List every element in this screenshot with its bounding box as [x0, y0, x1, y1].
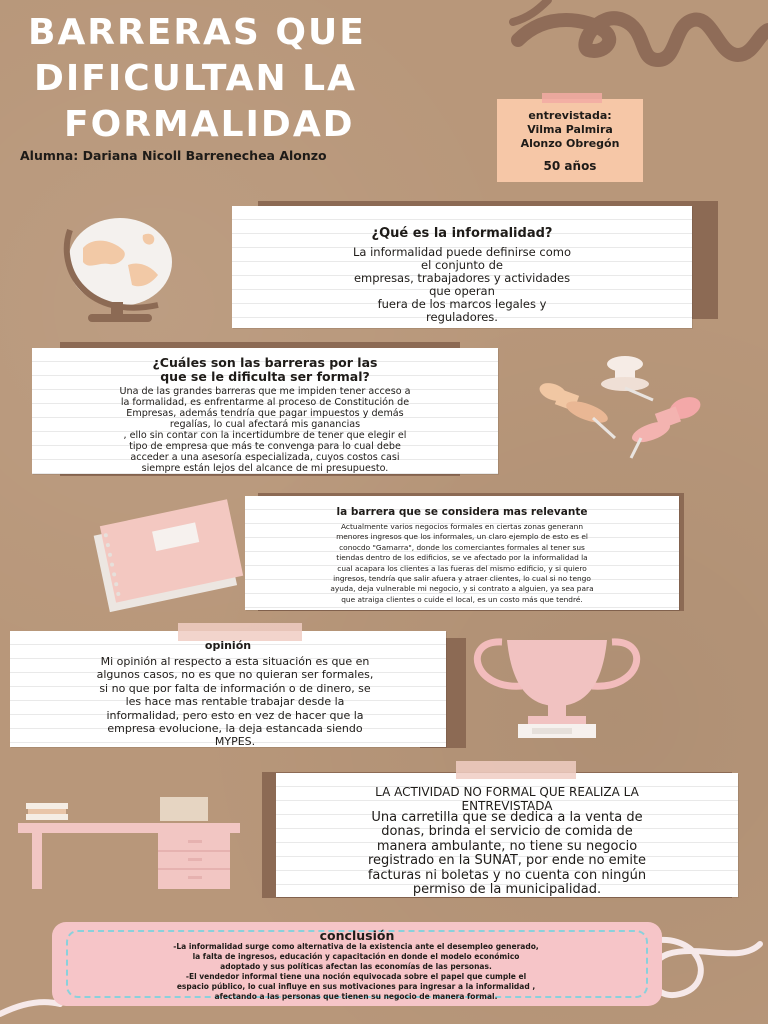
text-line: donas, brinda el servicio de comida de — [381, 824, 633, 840]
text-line: afectando a las personas que tienen su negocio de manera formal. — [214, 992, 498, 1001]
section-barriers-card — [32, 348, 498, 474]
section-relevant-text — [251, 522, 673, 605]
text-line: la falta de ingresos, educación y capacitación en donde el modelo económico — [192, 952, 520, 961]
text-line: empresa evolucione, la deja estancada siendo — [107, 722, 363, 736]
text-line: les hace mas rentable trabajar desde la — [125, 695, 345, 709]
page-title-line-2: DIFICULTAN LA — [34, 58, 357, 99]
section-activity-card — [276, 773, 738, 897]
student-name: Alumna: Dariana Nicoll Barrenechea Alonzo — [20, 148, 327, 163]
section-informality-title: ¿Qué es la informalidad? — [371, 226, 553, 241]
text-line: Actualmente varios negocios formales en ciertas zonas generann — [340, 522, 584, 531]
conclusion-text — [86, 942, 626, 1002]
text-line: registrado en la SUNAT, por ende no emite — [367, 853, 647, 869]
text-line: manera ambulante, no tiene su negocio — [376, 838, 638, 854]
text-line: algunos casos, no es que no quieran ser formales, — [96, 668, 374, 682]
section-activity-text — [286, 811, 728, 897]
text-line: si no que por falta de información o de dinero, se — [99, 681, 371, 695]
text-line: empresas, trabajadores y actividades — [353, 271, 571, 285]
text-line: , ello sin contar con la incertidumbre de tener que elegir el — [123, 430, 407, 441]
interviewee-age: 50 años — [543, 159, 597, 173]
section-opinion-title: opinión — [204, 639, 252, 652]
tape — [456, 761, 576, 779]
page-title-line-3: FORMALIDAD — [64, 104, 355, 145]
text-line: conocdo "Gamarra", donde los comerciantes formales al tener sus — [339, 542, 585, 552]
tape — [542, 93, 602, 103]
text-line: acceder a una asesoría especializada, cuyos costos casi — [130, 452, 400, 463]
text-line: adoptado y sus políticas afectan las economías de las personas. — [220, 962, 492, 971]
text-line: La informalidad puede definirse como — [353, 245, 571, 259]
text-line: -La informalidad surge como alternativa de la existencia ante el desempleo generado, — [173, 942, 539, 951]
text-line: tipo de empresa que más te convenga para lo cual debe — [129, 441, 401, 452]
text-line: que operan — [429, 284, 495, 298]
text-line: MYPES. — [214, 735, 256, 749]
text-line: la formalidad, es enfrentarme al proceso de Constitución de — [120, 397, 410, 408]
text-line: fuera de los marcos legales y — [377, 297, 547, 311]
section-opinion-text — [40, 655, 430, 749]
section-relevant-card — [245, 496, 679, 610]
text-line: tiendas dentro de los edificios, se ve afectado por la informalidad la — [336, 553, 588, 563]
interviewee-name-1: Vilma Palmira — [527, 123, 613, 136]
text-line: informalidad, pero esto en vez de hacer que la — [106, 708, 364, 722]
text-line: Empresas, además tendría que pagar impuestos y demás — [126, 408, 404, 419]
conclusion-title: conclusión — [319, 928, 395, 943]
text-line: espacio público, lo cual influye en sus motivaciones para ingresar a la informalidad , — [176, 982, 536, 991]
scribble-decoration — [508, 0, 768, 90]
globe-icon — [48, 210, 218, 330]
desk-icon — [18, 793, 248, 893]
title-line: LA ACTIVIDAD NO FORMAL QUE REALIZA LA — [375, 785, 639, 799]
text-line: reguladores. — [426, 310, 498, 324]
pushpin-icon — [535, 352, 715, 462]
text-line: el conjunto de — [421, 258, 503, 272]
section-informality-card — [232, 206, 692, 328]
text-line: Mi opinión al respecto a esta situación es que en — [100, 655, 370, 668]
text-line: Una carretilla que se dedica a la venta de — [371, 810, 643, 825]
title-line: ¿Cuáles son las barreras por las — [152, 355, 378, 370]
text-line: ingresos, tendría que salir afuera y atraer clientes, lo cual si no tengo — [333, 574, 591, 584]
conclusion-card — [52, 922, 662, 1006]
section-informality-text — [272, 246, 652, 324]
interviewee-label: entrevistada: — [528, 109, 612, 122]
interviewee-card — [497, 99, 643, 182]
notebook-icon — [82, 498, 252, 608]
text-line: que atraiga clientes o cuide el local, es un costo más que tendré. — [341, 594, 583, 604]
text-line: menores ingresos que los informales, un claro ejemplo de esto es el — [336, 532, 588, 542]
text-line: permiso de la municipalidad. — [412, 882, 602, 898]
section-activity-title — [276, 785, 738, 813]
text-line: regalías, lo cual afectará mis ganancias — [169, 419, 361, 430]
section-opinion-card — [10, 631, 446, 747]
text-line: -El vendedor informal tiene una noción equivocada sobre el papel que cumple el — [185, 972, 527, 981]
trophy-icon — [462, 630, 652, 750]
section-relevant-title: la barrera que se considera mas relevante — [336, 506, 588, 518]
text-line: facturas ni boletas y no cuenta con ningún — [367, 867, 647, 883]
section-barriers-text — [40, 386, 490, 474]
text-line: siempre están lejos del alcance de mi presupuesto. — [141, 463, 389, 474]
title-line: que se le dificulta ser formal? — [160, 369, 370, 384]
title-line: ENTREVISTADA — [461, 799, 553, 813]
text-line: cual acapara los clientes a las fueras del mismo edificio, y si quiero — [337, 563, 587, 573]
interviewee-name-2: Alonzo Obregón — [520, 137, 620, 150]
section-barriers-title — [32, 356, 498, 384]
page-title-line-1: BARRERAS QUE — [28, 12, 366, 53]
text-line: Una de las grandes barreras que me impiden tener acceso a — [119, 386, 411, 397]
text-line: ayuda, deja vulnerable mi negocio, y si contrato a alguien, ya sea para — [330, 584, 594, 594]
